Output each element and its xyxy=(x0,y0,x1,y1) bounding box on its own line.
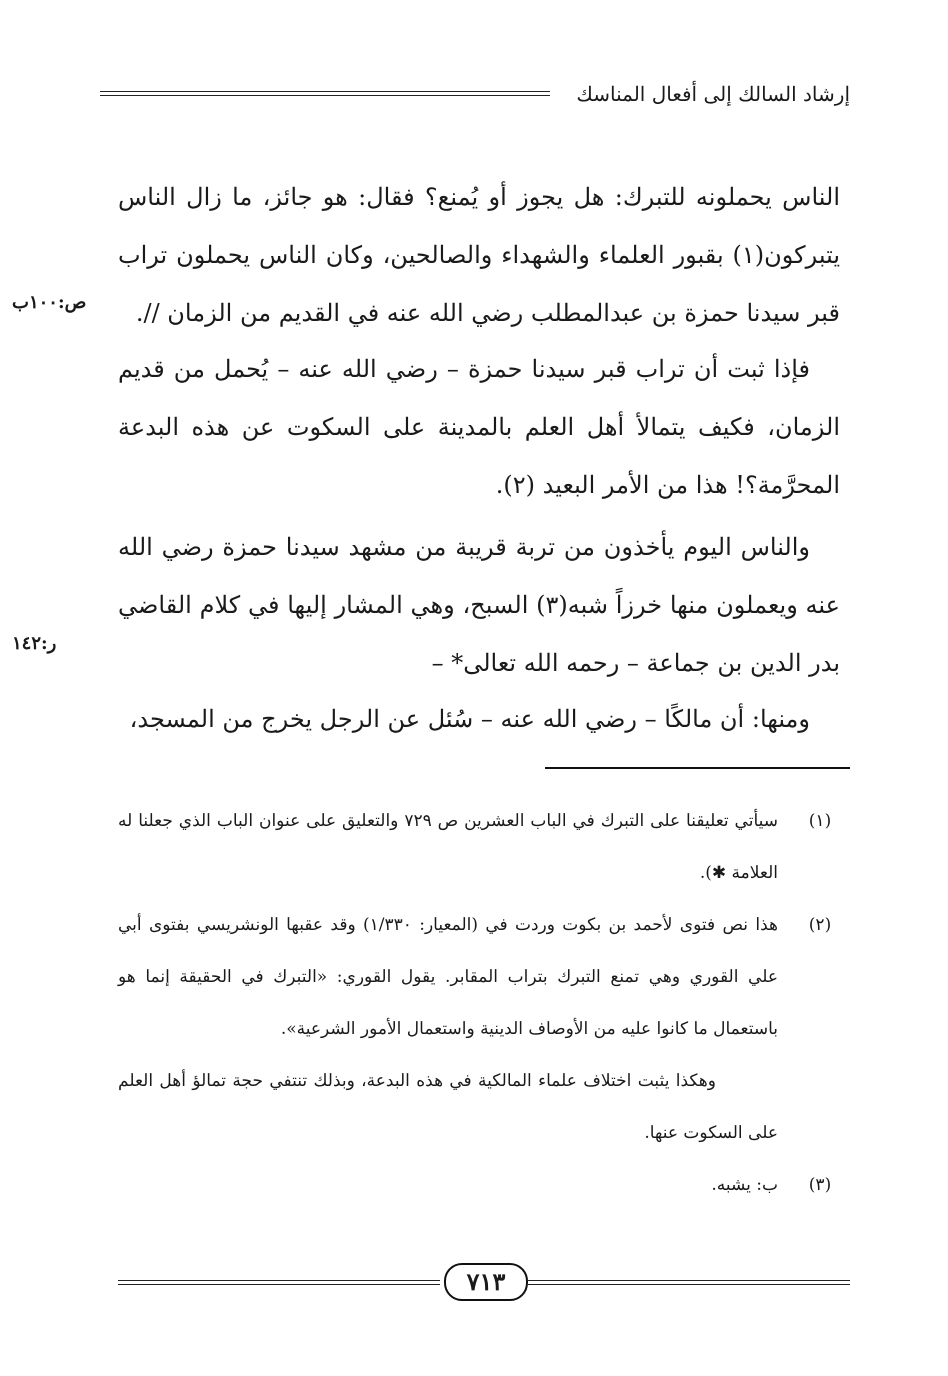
footnote-1 xyxy=(118,795,840,899)
footer-rule xyxy=(528,1280,850,1285)
footnote-number: (٢) xyxy=(808,915,832,935)
page-number: ٧١٣ xyxy=(444,1263,528,1301)
paragraph-3: والناس اليوم يأخذون من تربة قريبة من مشهد سيدنا حمزة رضي الله عنه ويعملون منها خرزاً شبه(٣) السبح، وهي المشار إليها في كلام القاضي بدر الدين بن جماعة – رحمه الله تعالى* – xyxy=(118,533,840,677)
footnote-continuation: وهكذا يثبت اختلاف علماء المالكية في هذه البدعة، وبذلك تنتفي حجة تمالؤ أهل العلم على السكوت عنها. xyxy=(118,1071,778,1143)
footnote-number: (٣) xyxy=(808,1175,832,1195)
footnote-2 xyxy=(118,899,840,1055)
paragraph-2: فإذا ثبت أن تراب قبر سيدنا حمزة – رضي الله عنه – يُحمل من قديم الزمان، فكيف يتمالأ أهل العلم بالمدينة على السكوت عن هذه البدعة المحرَّمة؟! هذا من الأمر البعيد (٢). xyxy=(118,355,840,499)
manuscript-page-ref: ص:١٠٠ب xyxy=(12,292,87,313)
footnote-text: سيأتي تعليقنا على التبرك في الباب العشرين ص ٧٢٩ والتعليق على عنوان الباب الذي جعلنا له العلامة ✱). xyxy=(118,811,779,883)
footnotes xyxy=(118,795,840,1211)
footnote-separator xyxy=(545,767,850,769)
page-footer xyxy=(118,1263,850,1303)
manuscript-page-ref: ر:١٤٢ xyxy=(12,633,57,654)
footnote-3 xyxy=(118,1159,840,1211)
book-title: إرشاد السالك إلى أفعال المناسك xyxy=(562,82,850,106)
footnote-text: هذا نص فتوى لأحمد بن بكوت وردت في (المعيار: ١/٣٣٠) وقد عقبها الونشريسي بفتوى أبي علي القوري وهي تمنع التبرك بتراب المقابر. يقول القوري: «التبرك في الحقيقة إنما هو باستعمال ما كانوا عليه من الأوصاف الدينية واستعمال الأمور الشرعية». xyxy=(118,915,778,1039)
paragraph-4: ومنها: أن مالكًا – رضي الله عنه – سُئل عن الرجل يخرج من المسجد، xyxy=(129,705,810,733)
paragraph-1: الناس يحملونه للتبرك: هل يجوز أو يُمنع؟ فقال: هو جائز، ما زال الناس يتبركون(١) بقبور العلماء والشهداء والصالحين، وكان الناس يحملون تراب قبر سيدنا حمزة بن عبدالمطلب رضي الله عنه في القديم من الزمان //. xyxy=(118,183,840,327)
header-rule xyxy=(100,91,550,96)
footer-rule xyxy=(118,1280,440,1285)
footnote-text: ب: يشبه. xyxy=(711,1175,778,1195)
footnote-number: (١) xyxy=(808,811,832,831)
running-header xyxy=(100,80,850,110)
